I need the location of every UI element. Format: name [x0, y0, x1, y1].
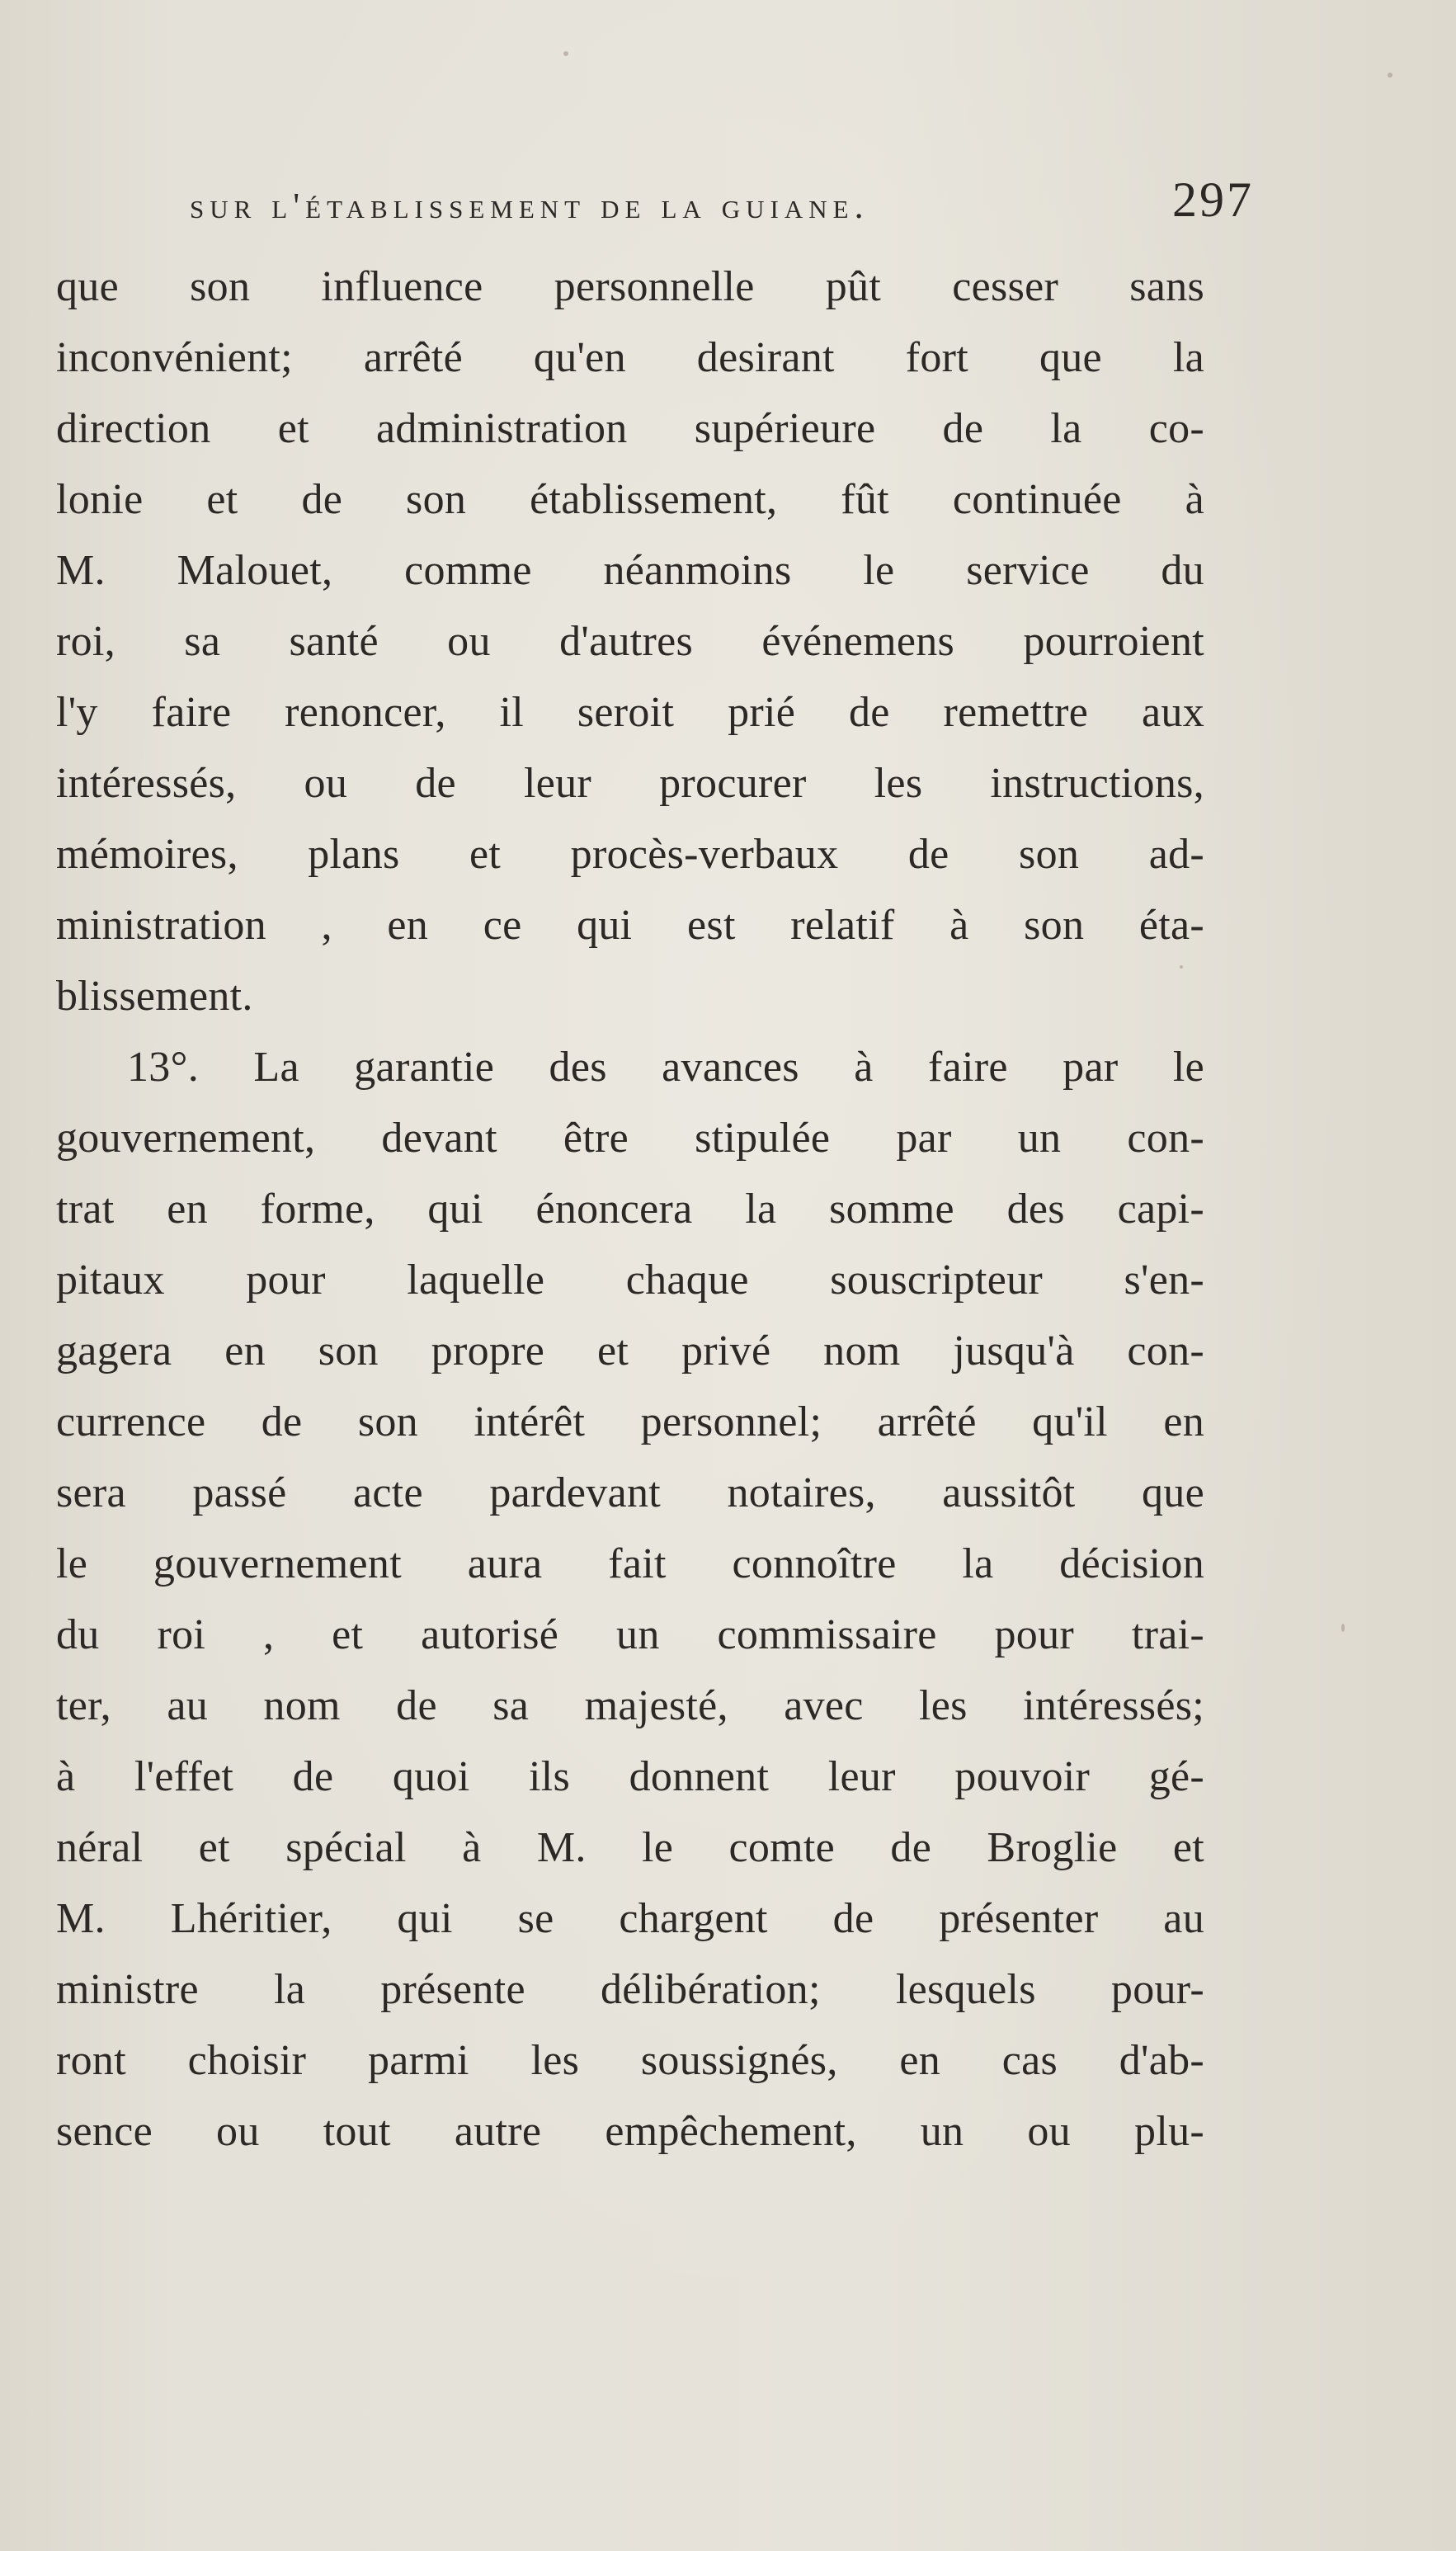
text-line: que son influence personnelle pût cesser sans: [56, 263, 1204, 310]
text-line: ront choisir parmi les soussignés, en cas d'ab-: [56, 2037, 1204, 2084]
text-line: gouvernement, devant être stipulée par un con-: [56, 1115, 1204, 1162]
paragraph-start-line: 13°. La garantie des avances à faire par le: [127, 1044, 1204, 1091]
paper-speck: [563, 51, 568, 56]
text-line: gagera en son propre et privé nom jusqu'à con-: [56, 1327, 1204, 1375]
text-line: M. Lhéritier, qui se chargent de présenter au: [56, 1895, 1204, 1942]
text-line: néral et spécial à M. le comte de Broglie et: [56, 1824, 1204, 1871]
text-line: à l'effet de quoi ils donnent leur pouvoir gé-: [56, 1753, 1204, 1800]
text-line: le gouvernement aura fait connoître la décision: [56, 1540, 1204, 1587]
paper-speck: [1388, 73, 1392, 78]
paper-speck: [1341, 1624, 1345, 1632]
text-line: ter, au nom de sa majesté, avec les intéressés;: [56, 1682, 1204, 1729]
text-line: direction et administration supérieure de la co-: [56, 405, 1204, 452]
text-line: intéressés, ou de leur procurer les instructions,: [56, 760, 1204, 807]
body-text: [56, 252, 1204, 2167]
text-line: ministration , en ce qui est relatif à son éta-: [56, 902, 1204, 949]
page-number: 297: [1172, 172, 1254, 227]
text-line: sence ou tout autre empêchement, un ou plu-: [56, 2108, 1204, 2155]
text-line: sera passé acte pardevant notaires, aussitôt que: [56, 1469, 1204, 1516]
paper-speck: [1180, 965, 1183, 969]
text-line: pitaux pour laquelle chaque souscripteur s'en-: [56, 1257, 1204, 1304]
text-line: currence de son intérêt personnel; arrêté qu'il en: [56, 1398, 1204, 1445]
text-line: lonie et de son établissement, fût continuée à: [56, 476, 1204, 523]
text-line: du roi , et autorisé un commissaire pour trai-: [56, 1611, 1204, 1658]
running-head: [190, 172, 1254, 229]
paragraph-end-line: blissement.: [56, 973, 253, 1020]
running-title: sur l'établissement de la guiane.: [190, 186, 869, 226]
text-line: trat en forme, qui énoncera la somme des capi-: [56, 1186, 1204, 1233]
text-line: inconvénient; arrêté qu'en desirant fort que la: [56, 334, 1204, 381]
text-line: l'y faire renoncer, il seroit prié de remettre aux: [56, 689, 1204, 736]
text-line: ministre la présente délibération; lesquels pour-: [56, 1966, 1204, 2013]
text-line: mémoires, plans et procès-verbaux de son ad-: [56, 831, 1204, 878]
text-line: M. Malouet, comme néanmoins le service du: [56, 547, 1204, 594]
text-line: roi, sa santé ou d'autres événemens pourroient: [56, 618, 1204, 665]
